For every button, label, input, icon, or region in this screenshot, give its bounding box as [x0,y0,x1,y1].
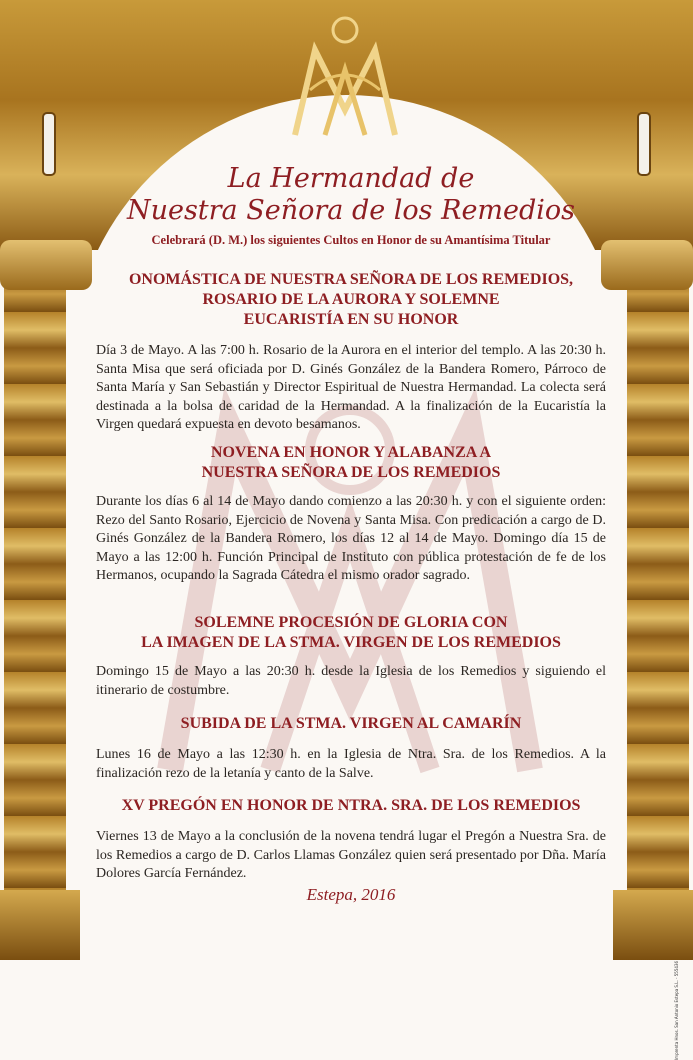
section-heading-onomastica [96,270,606,330]
right-capital [601,240,693,290]
heading-line: EUCARISTÍA EN SU HONOR [243,311,459,328]
printer-credit: Imprenta Hnos. San Antonio Estepa S.L. - 555436 [674,961,679,1060]
section-body-novena: Durante los días 6 al 14 de Mayo dando comienzo a las 20:30 h. y con el siguiente orden: Rezo del Santo Rosario, Ejercicio de Novena y Santa Misa. Con predicación a cargo de D. Ginés González de la Bandera Romero, los días 12 al 14 de Mayo. Domingo día 15 de Mayo a las 12:00 h. Función Principal de Instituto con pública protestación de fe de los Hermanos, ocupando la Sagrada Cátedra el mismo orador sagrado. [96,494,606,584]
section-body-onomastica: Día 3 de Mayo. A las 7:00 h. Rosario de la Aurora en el interior del templo. A las 20:30 h. Santa Misa que será oficiada por D. Ginés González de la Bandera Romero, Párroco de Santa María y San Sebastián y Director Espiritual de Nuestra Hermandad. La colecta será destinada a la bolsa de caridad de la Hermandad. A la finalización de la Eucaristía la Virgen quedará expuesta en devoto besamanos. [96,343,606,433]
heading-line: NOVENA EN HONOR Y ALABANZA A [210,444,492,461]
heading-line: ONOMÁSTICA DE NUESTRA SEÑORA DE LOS REMEDIOS, [128,271,574,288]
brotherhood-title-line1: La Hermandad de [227,163,475,194]
right-window-ornament [637,112,651,176]
section-body-subida: Lunes 16 de Mayo a las 12:30 h. en la Iglesia de Ntra. Sra. de los Remedios. A la finalización rezo de la letanía y canto de la Salve. [96,747,606,781]
left-window-ornament [42,112,56,176]
left-column [4,240,66,960]
right-column [627,240,689,960]
section-heading-pregon [96,796,606,816]
heading-line: XV PREGÓN EN HONOR DE NTRA. SRA. DE LOS REMEDIOS [121,797,581,814]
section-heading-novena [96,443,606,483]
left-base [0,890,80,960]
heading-line: LA IMAGEN DE LA STMA. VIRGEN DE LOS REMEDIOS [141,634,561,651]
section-body-procesion: Domingo 15 de Mayo a las 20:30 h. desde la Iglesia de los Remedios y siguiendo el itinerario de costumbre. [96,664,606,698]
heading-line: NUESTRA SEÑORA DE LOS REMEDIOS [201,464,501,481]
brotherhood-title-line2: Nuestra Señora de los Remedios [126,195,576,226]
heading-line: SUBIDA DE LA STMA. VIRGEN AL CAMARÍN [180,715,522,732]
heading-line: ROSARIO DE LA AURORA Y SOLEMNE [202,291,500,308]
marian-monogram-icon [280,10,410,150]
footer-place-date: Estepa, 2016 [306,885,396,904]
right-base [613,890,693,960]
heading-line: SOLEMNE PROCESIÓN DE GLORIA CON [194,614,508,631]
section-body-pregon: Viernes 13 de Mayo a la conclusión de la novena tendrá lugar el Pregón a Nuestra Sra. de los Remedios a cargo de D. Carlos Llamas González quien será presentado por Dña. María Dolores García Fernández. [96,829,606,882]
subtitle: Celebrará (D. M.) los siguientes Cultos en Honor de su Amantísima Titular [151,233,551,247]
section-heading-subida [96,714,606,734]
section-heading-procesion [96,613,606,653]
left-capital [0,240,92,290]
